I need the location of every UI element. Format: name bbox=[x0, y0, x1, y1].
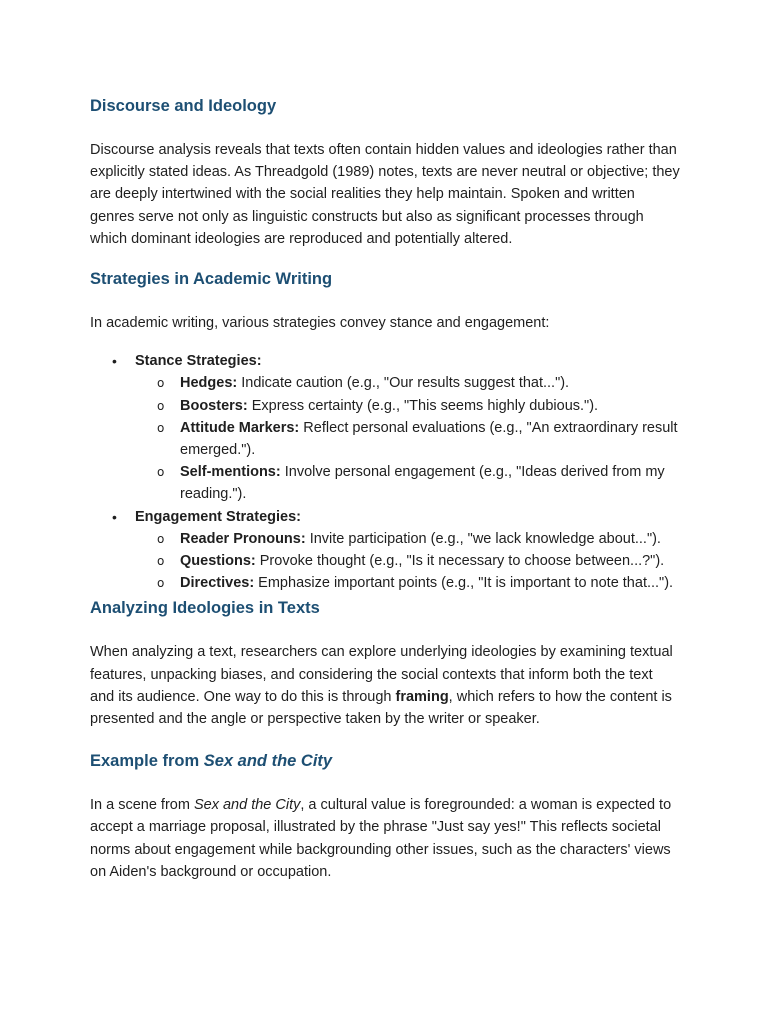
term-hedges: Hedges: bbox=[180, 375, 238, 392]
term-questions: Questions: bbox=[180, 553, 256, 570]
sublist-item bbox=[135, 528, 680, 550]
document-page bbox=[90, 90, 680, 883]
list-item-engagement bbox=[90, 506, 680, 595]
sublist-item bbox=[135, 395, 680, 417]
paragraph-example bbox=[90, 794, 680, 883]
circle-bullet-icon: o bbox=[157, 531, 165, 546]
analyzing-text-before: When analyzing a text, researchers can explore underlying ideologies by examining textual features, unpacking biases, and considering the social contexts that inform both the text and its audience. One way to do this is through bbox=[90, 644, 673, 705]
desc-hedges: Indicate caution (e.g., "Our results suggest that..."). bbox=[237, 375, 570, 392]
heading-example-sex-and-the-city bbox=[90, 747, 680, 775]
circle-bullet-icon: o bbox=[157, 398, 165, 413]
framing-term: framing bbox=[395, 688, 449, 705]
heading-discourse-and-ideology: Discourse and Ideology bbox=[90, 97, 277, 115]
paragraph-analyzing bbox=[90, 641, 680, 730]
desc-boosters: Express certainty (e.g., "This seems highly dubious."). bbox=[247, 397, 599, 414]
desc-reader-pronouns: Invite participation (e.g., "we lack knowledge about..."). bbox=[305, 530, 661, 547]
bullet-icon: • bbox=[112, 353, 117, 370]
sublist-item bbox=[135, 372, 680, 394]
circle-bullet-icon: o bbox=[157, 420, 165, 435]
list-label-stance: Stance Strategies: bbox=[135, 353, 262, 370]
bullet-icon: • bbox=[112, 508, 117, 525]
engagement-sublist bbox=[135, 528, 680, 595]
heading-strategies-academic-writing: Strategies in Academic Writing bbox=[90, 270, 333, 289]
term-boosters: Boosters: bbox=[180, 397, 248, 414]
circle-bullet-icon: o bbox=[157, 554, 165, 569]
paragraph-strategies-intro: In academic writing, various strategies convey stance and engagement: bbox=[90, 315, 550, 332]
term-directives: Directives: bbox=[180, 575, 255, 592]
desc-self-mentions: Involve personal engagement (e.g., "Ideas derived from my reading."). bbox=[180, 464, 665, 503]
stance-sublist bbox=[135, 372, 680, 505]
analyzing-text-after: , which refers to how the content is presented and the angle or perspective taken by the writer or speaker. bbox=[90, 688, 672, 728]
circle-bullet-icon: o bbox=[157, 576, 165, 591]
circle-bullet-icon: o bbox=[157, 376, 165, 391]
heading-italic-title: Sex and the City bbox=[203, 752, 333, 771]
desc-attitude-markers: Reflect personal evaluations (e.g., "An extraordinary result emerged."). bbox=[180, 419, 678, 459]
paragraph-discourse: Discourse analysis reveals that texts often contain hidden values and ideologies rather than explicitly stated ideas. As Threadgold (1989) notes, texts are never neutral or objective; they are deeply intertwined with the social realities they help maintain. Spoken and written genres serve not only as linguistic constructs but also as significant processes through which dominant ideologies are reproduced and potentially altered. bbox=[90, 142, 680, 247]
example-text-before: In a scene from bbox=[90, 797, 194, 814]
desc-questions: Provoke thought (e.g., "Is it necessary to choose between...?"). bbox=[255, 553, 665, 570]
sublist-item bbox=[135, 572, 680, 594]
term-attitude-markers: Attitude Markers: bbox=[180, 419, 300, 436]
heading-analyzing-ideologies: Analyzing Ideologies in Texts bbox=[90, 599, 320, 618]
desc-directives: Emphasize important points (e.g., "It is important to note that..."). bbox=[254, 575, 674, 592]
term-reader-pronouns: Reader Pronouns: bbox=[180, 530, 306, 547]
list-label-engagement: Engagement Strategies: bbox=[135, 508, 301, 525]
example-italic-title: Sex and the City bbox=[193, 797, 301, 814]
list-item-stance bbox=[90, 350, 680, 505]
sublist-item bbox=[135, 417, 680, 461]
term-self-mentions: Self-mentions: bbox=[180, 464, 281, 481]
sublist-item bbox=[135, 461, 680, 505]
circle-bullet-icon: o bbox=[157, 465, 165, 480]
sublist-item bbox=[135, 550, 680, 572]
strategies-list bbox=[90, 350, 680, 594]
example-text-after: , a cultural value is foregrounded: a woman is expected to accept a marriage proposal, illustrated by the phrase "Just say yes!" This reflects societal norms about engagement while backgrounding other issues, such as the characters' views on Aiden's background or occupation. bbox=[90, 797, 672, 880]
heading-prefix: Example from bbox=[90, 752, 204, 771]
